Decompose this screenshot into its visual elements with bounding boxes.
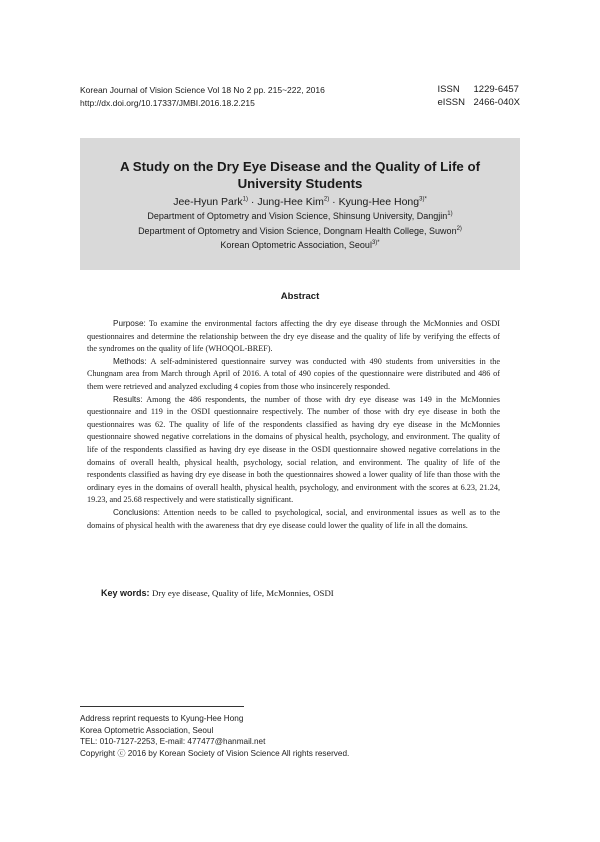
author-mark: 2) [323,196,330,203]
eissn-value: 2466-040X [473,96,520,108]
affiliation-text: Korean Optometric Association, Seoul [220,240,372,250]
affiliation-mark: 1) [447,211,453,217]
abstract-section-label: Results: [113,394,143,404]
abstract-section-label: Conclusions: [113,507,160,517]
affiliation-mark: 2) [456,225,462,232]
affiliation [80,209,520,224]
paper-title [100,158,500,192]
abstract-heading: Abstract [280,291,320,302]
abstract-purpose [87,318,500,356]
affiliation [80,224,520,239]
correspondence-footnote [80,713,349,759]
title-block [80,138,520,270]
abstract-section-text: Among the 486 respondents, the number of those with dry eye disease was 149 in the McMonnies questionnaire and 119 in the OSDI questionnaire respectively. The number of those with dry eye disease in both the questionnaires was 62. The quality of life of the respondents classified as having dry eye disease in the McMonnies questionnaire showed negative correlations in the domains of physical health, psychology, and environment. The quality of life of the respondents classified as having dry eye disease in the OSDI questionnaire showed negative correlations in the domains of overall health, physical health, psychology, social relation, and environment. The quality of life of the respondents classified as having dry eye disease in both the questionnaires showed a lower quality of life than those with the ordinary eyes in the domains of overall health, physical health, psychology, and environment with the scores at 6.23, 21.24, 19.23, and 25.68 respectively and were statistically significant. [87,394,500,505]
author-name: Kyung-Hee Hong [338,196,420,208]
author-list [80,195,520,209]
author-mark: 3)* [419,196,427,203]
affiliation-mark: 3)* [371,240,380,246]
keywords-label: Key words: [101,588,150,598]
keywords-value: Dry eye disease, Quality of life, McMonnies, OSDI [151,588,334,598]
eissn-label: eISSN [437,96,465,108]
footnote-divider [80,706,244,707]
footnote-organization: Korea Optometric Association, Seoul [80,725,214,735]
abstract-conclusions [87,507,500,532]
abstract-section-text: To examine the environmental factors affecting the dry eye disease through the McMonnies and OSDI questionnaires and determine the relationship between the dry eye disease and the quality of life by verifying the effects of the syndromes on the quality of life (WHOQOL-BREF). [87,319,500,354]
doi-link[interactable]: http://dx.doi.org/10.17337/JMBI.2016.18.2.215 [80,97,255,108]
author-mark: 1) [242,196,248,203]
issn-block [438,84,520,109]
abstract-section-label: Purpose: [113,319,146,328]
abstract-section-text: Attention needs to be called to psychological, social, and environmental issues as well as to the domains of physical health with the awareness that dry eye disease could lower the quality of life in all the domains. [87,507,500,530]
author-separator: · [329,196,339,208]
abstract-section-text: A self-administered questionnaire survey was conducted with 490 students from universities in the Chungnam area from March through April of 2016. A total of 490 copies of the questionnaire were distributed and 486 of them were retrieved and analyzed excluding 4 copies from those who insincerely responded. [87,356,500,391]
paper-title-line1: A Study on the Dry Eye Disease and the Quality of Life of [119,159,481,174]
keywords-line [101,588,334,598]
affiliation-text: Department of Optometry and Vision Science, Dongnam Health College, Suwon [138,225,457,236]
author-name: Jee-Hyun Park [173,196,243,208]
abstract-section-label: Methods: [113,356,147,366]
abstract-methods [87,356,500,394]
journal-citation: Korean Journal of Vision Science Vol 18 No 2 pp. 215~222, 2016 [80,85,325,95]
abstract-body [87,318,500,532]
abstract-results [87,394,500,507]
journal-header [80,84,520,114]
affiliation [80,238,520,253]
author-name: Jung-Hee Kim [257,196,324,208]
paper-title-line2: University Students [237,176,363,191]
issn-value: 1229-6457 [473,84,519,95]
affiliation-text: Department of Optometry and Vision Science, Shinsung University, Dangjin [147,211,448,221]
journal-info [80,84,325,109]
author-separator: · [248,196,258,208]
footnote-copyright: Copyright ⓒ 2016 by Korean Society of Vision Science All rights reserved. [80,748,350,758]
issn-label: ISSN [437,84,460,95]
footnote-address-request: Address reprint requests to Kyung-Hee Hong [80,714,244,723]
footnote-contact: TEL: 010-7127-2253, E-mail: 477477@hanmail.net [80,737,266,746]
